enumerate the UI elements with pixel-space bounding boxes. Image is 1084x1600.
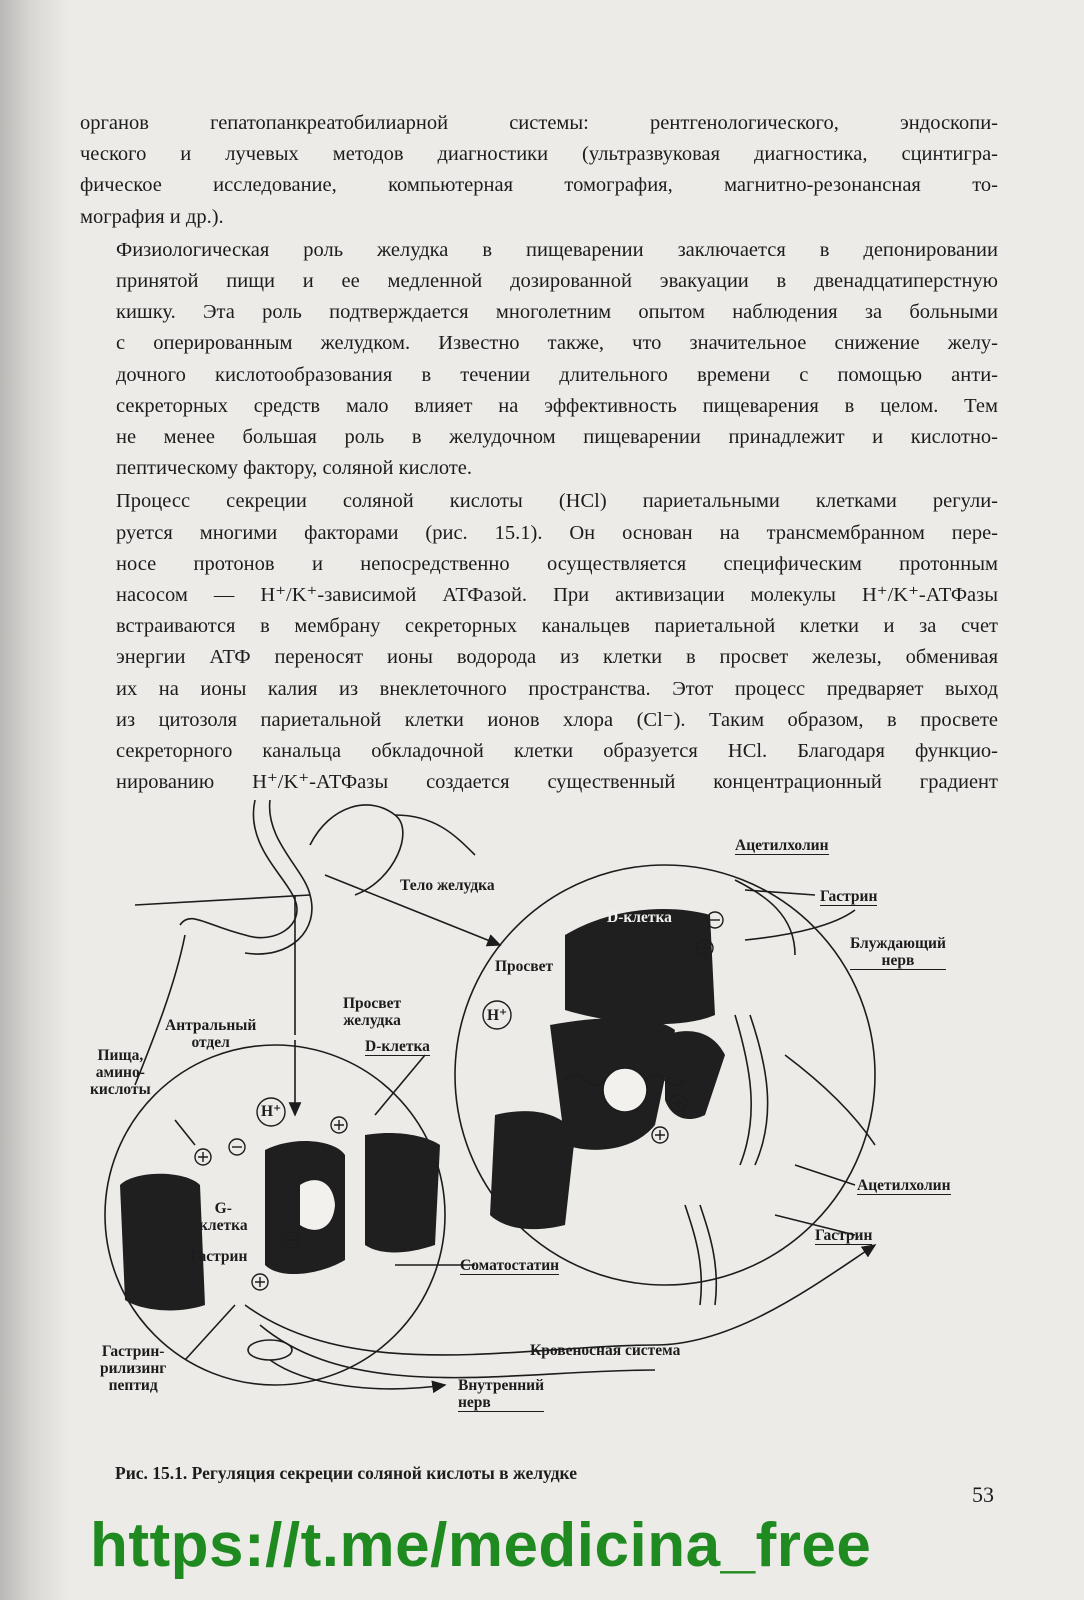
text-line: органов гепатопанкреатобилиарной системы: рентгенологического, эндоскопи- [80, 112, 998, 134]
label-stomach-lumen: Просвет желудка [343, 995, 402, 1029]
hcl-regulation-figure [90, 785, 1025, 1475]
label-vagus-nerve: Блуждающий нерв [850, 935, 946, 969]
text-line: с оперированным желудком. Известно также, что значительное снижение желу- [116, 332, 998, 355]
text-line: пептическому фактору, соляной кислоте. [116, 457, 473, 480]
label-food: Пища, амино- кислоты [90, 1047, 151, 1098]
text-line: кишку. Эта роль подтверждается многолетним опытом наблюдения за больными [116, 301, 998, 324]
paragraph-2 [80, 235, 998, 485]
text-line: принятой пищи и ее медленной дозированной эвакуации в двенадцатиперстную [116, 270, 998, 293]
text-line: носе протонов и непосредственно осуществляется специфическим протонным [116, 552, 998, 575]
text-line: ческого и лучевых методов диагностики (ультразвуковая диагностика, сцинтигра- [80, 143, 998, 166]
text-line: дочного кислотообразования в течении длительного времени с помощью анти- [116, 363, 998, 386]
text-line: фическое исследование, компьютерная томография, магнитно-резонансная то- [80, 174, 998, 197]
label-antrum: Антральный отдел [165, 1017, 257, 1051]
label-somatostatin: Соматостатин [460, 1257, 560, 1274]
figure-caption: Рис. 15.1. Регуляция секреции соляной кислоты в желудке [115, 1463, 577, 1483]
label-acetylcholine-bottom: Ацетилхолин [857, 1177, 951, 1194]
text-line: их на ионы калия из внеклеточного пространства. Этот процесс предваряет выход [116, 677, 998, 700]
label-gastrin-top: Гастрин [820, 888, 878, 905]
text-line: секреторных средств мало влияет на эффективность пищеварения в целом. Тем [116, 394, 998, 417]
text-line: секреторного канальца обкладочной клетки образуется HCl. Благодаря функцио- [116, 740, 998, 763]
paragraph-1 [80, 108, 998, 233]
label-grp: Гастрин- рилизинг пептид [100, 1343, 167, 1394]
paragraph-3 [80, 486, 998, 798]
label-stomach-body: Тело желудка [400, 877, 495, 894]
text-line: из цитозоля париетальной клетки ионов хлора (Cl⁻). Таким образом, в просвете [116, 708, 998, 731]
label-lumen: Просвет [495, 958, 554, 975]
text-line: мография и др.). [80, 205, 224, 228]
label-g-cell: G- клетка [199, 1200, 248, 1234]
text-line: Процесс секреции соляной кислоты (HCl) париетальными клетками регули- [116, 490, 998, 513]
text-line: не менее большая роль в желудочном пищеварении принадлежит и кислотно- [116, 426, 998, 449]
text-line: руется многими факторами (рис. 15.1). Он основан на трансмембранном пере- [116, 521, 998, 544]
text-line: встраиваются в мембрану секреторных канальцев париетальной клетки и за счет [116, 615, 998, 638]
antral-cells [120, 1133, 440, 1310]
text-line: насосом — H⁺/K⁺-зависимой АТФазой. При активизации молекулы H⁺/K⁺-АТФазы [116, 584, 998, 607]
page-number: 53 [972, 1482, 994, 1507]
label-d-cell-left: D-клетка [365, 1038, 430, 1055]
label-d-cell-right: D-клетка [607, 909, 672, 926]
stomach-outline [180, 800, 297, 938]
text-line: энергии АТФ переносят ионы водорода из клетки в просвет железы, обменивая [116, 646, 998, 669]
label-h-plus-right: H⁺ [487, 1007, 508, 1024]
label-blood-system: Кровеносная система [530, 1342, 681, 1359]
text-line: Физиологическая роль желудка в пищеварении заключается в депонировании [116, 238, 998, 261]
stomach-inner [245, 800, 312, 954]
label-inner-nerve: Внутренний нерв [458, 1377, 545, 1411]
label-gastrin-bottom: Гастрин [815, 1227, 873, 1244]
page-binding-shadow [0, 0, 70, 1600]
figure-drawing [95, 785, 1025, 1475]
telegram-link[interactable]: https://t.me/medicina_free [90, 1511, 872, 1580]
text-line: нированию H⁺/K⁺-АТФазы создается существенный концентрационный градиент [116, 771, 998, 794]
body-text [80, 108, 998, 798]
label-gastrin-left: Гастрин [190, 1248, 248, 1265]
label-h-plus-left: H⁺ [261, 1103, 282, 1120]
label-acetylcholine-top: Ацетилхолин [735, 837, 829, 854]
